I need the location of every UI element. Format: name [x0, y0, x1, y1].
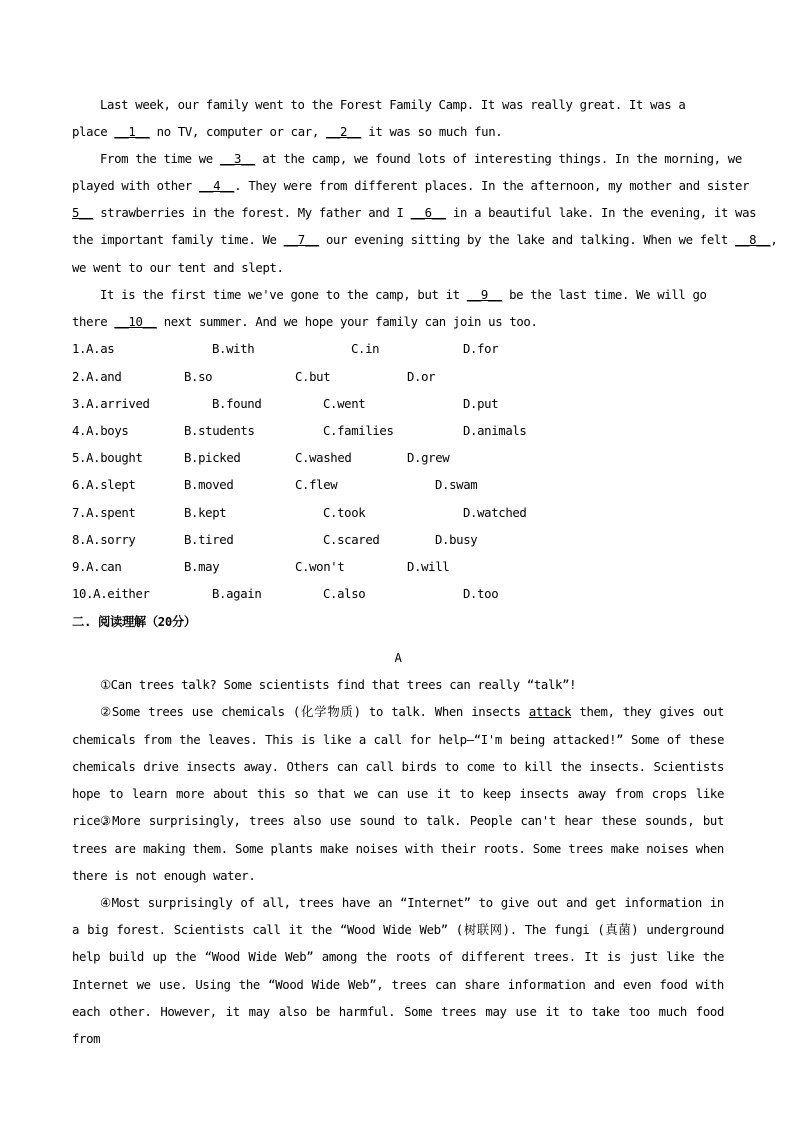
- option-a: 6.A.slept: [72, 478, 136, 492]
- reading-text: ②Some trees use chemicals (化学物质) to talk. When insects: [100, 705, 529, 719]
- option-row-7: [72, 500, 724, 527]
- blank-6: __6__: [410, 206, 446, 220]
- blank-1: __1__: [114, 125, 150, 139]
- blank-2: __2__: [325, 125, 362, 139]
- reading-line-8: [72, 863, 724, 890]
- option-row-4: [72, 418, 724, 445]
- cloze-line-2: [72, 119, 724, 146]
- cloze-text: the important family time. We: [72, 233, 284, 247]
- option-row-9: [72, 554, 724, 581]
- option-b: B.tired: [184, 533, 234, 547]
- option-d: D.or: [407, 370, 436, 384]
- option-d: D.swam: [435, 478, 478, 492]
- reading-line-4: [72, 754, 724, 781]
- reading-line-7: [72, 836, 724, 863]
- option-a: 10.A.either: [72, 587, 150, 601]
- cloze-text: it was so much fun.: [361, 125, 503, 139]
- cloze-line-9: [72, 309, 724, 336]
- option-d: D.for: [463, 342, 499, 356]
- reading-line-6: [100, 808, 724, 835]
- option-b: B.students: [184, 424, 255, 438]
- option-c: C.families: [323, 424, 394, 438]
- option-b: B.again: [212, 587, 262, 601]
- reading-text: ①Can trees talk? Some scientists find that trees can really “talk”!: [100, 678, 577, 692]
- blank-4: __4__: [198, 179, 235, 193]
- option-a: 1.A.as: [72, 342, 115, 356]
- reading-line-10: [72, 917, 724, 944]
- option-a: 4.A.boys: [72, 424, 129, 438]
- option-d: D.grew: [407, 451, 450, 465]
- cloze-text: at the camp, we found lots of interesting things. In the morning, we: [255, 152, 742, 166]
- cloze-line-1: [100, 92, 724, 119]
- cloze-line-6: [72, 227, 778, 254]
- cloze-text: place: [72, 125, 115, 139]
- option-row-2: [72, 364, 724, 391]
- blank-7: __7__: [283, 233, 319, 247]
- reading-text: Internet we use. Using the “Wood Wide Web”, trees can share information and even food with: [72, 978, 724, 992]
- option-c: C.also: [323, 587, 366, 601]
- reading-text: hope to learn more about this so that we can use it to keep insects away from crops like rice.: [72, 787, 724, 828]
- reading-line-9: [100, 890, 724, 917]
- option-a: 3.A.arrived: [72, 397, 150, 411]
- blank-9: __9__: [466, 288, 503, 302]
- option-d: D.put: [463, 397, 499, 411]
- option-a: 8.A.sorry: [72, 533, 136, 547]
- cloze-text: played with other: [72, 179, 199, 193]
- blank-3: __3__: [219, 152, 256, 166]
- option-a: 2.A.and: [72, 370, 122, 384]
- cloze-line-8: [100, 282, 724, 309]
- reading-text: chemicals from the leaves. This is like a call for help—“I'm being attacked!” Some of these: [72, 733, 724, 747]
- option-d: D.busy: [435, 533, 478, 547]
- option-b: B.picked: [184, 451, 241, 465]
- option-b: B.with: [212, 342, 255, 356]
- cloze-text: we went to our tent and slept.: [72, 261, 284, 275]
- option-b: B.so: [184, 370, 213, 384]
- option-b: B.found: [212, 397, 262, 411]
- reading-text: ④Most surprisingly of all, trees have an “Internet” to give out and get information in: [100, 896, 724, 910]
- cloze-text: be the last time. We will go: [502, 288, 707, 302]
- option-d: D.will: [407, 560, 450, 574]
- option-row-5: [72, 445, 724, 472]
- option-b: B.moved: [184, 478, 234, 492]
- reading-line-13: [72, 999, 724, 1046]
- option-d: D.animals: [463, 424, 527, 438]
- option-c: C.in: [351, 342, 380, 356]
- option-row-6: [72, 472, 724, 499]
- option-row-8: [72, 527, 724, 554]
- blank-8: __8__: [735, 233, 771, 247]
- option-row-1: [72, 336, 724, 363]
- option-a: 5.A.bought: [72, 451, 143, 465]
- cloze-text: no TV, computer or car,: [149, 125, 326, 139]
- cloze-text: It is the first time we've gone to the camp, but it: [100, 288, 467, 302]
- reading-text: trees are making them. Some plants make noises with their roots. Some trees make noises when: [72, 842, 724, 856]
- cloze-text: . They were from different places. In the afternoon, my mother and sister: [234, 179, 750, 193]
- cloze-line-7: [72, 255, 724, 282]
- reading-text: ③More surprisingly, trees also use sound to talk. People can't hear these sounds, but: [100, 814, 724, 828]
- reading-line-1: [100, 672, 724, 699]
- reading-text: chemicals drive insects away. Others can call birds to come to kill the insects. Scientists: [72, 760, 724, 774]
- cloze-text: From the time we: [100, 152, 220, 166]
- option-c: C.won't: [295, 560, 345, 574]
- reading-text: there is not enough water.: [72, 869, 256, 883]
- option-c: C.washed: [295, 451, 352, 465]
- option-c: C.went: [323, 397, 366, 411]
- option-a: 7.A.spent: [72, 506, 136, 520]
- option-c: C.took: [323, 506, 366, 520]
- option-b: B.may: [184, 560, 220, 574]
- option-row-10: [72, 581, 724, 608]
- option-a: 9.A.can: [72, 560, 122, 574]
- blank-10: __10__: [114, 315, 157, 329]
- cloze-line-4: [72, 173, 750, 200]
- cloze-text: strawberries in the forest. My father and I: [93, 206, 411, 220]
- cloze-text: Last week, our family went to the Forest Family Camp. It was really great. It was a: [100, 98, 686, 112]
- reading-text: them, they gives out: [571, 705, 724, 719]
- option-c: C.flew: [295, 478, 338, 492]
- option-b: B.kept: [184, 506, 227, 520]
- option-row-3: [72, 391, 724, 418]
- underlined-word-attack: attack: [528, 705, 572, 719]
- cloze-text: there: [72, 315, 115, 329]
- option-d: D.watched: [463, 506, 527, 520]
- cloze-line-3: [100, 146, 742, 173]
- reading-line-3: [72, 727, 724, 754]
- option-d: D.too: [463, 587, 499, 601]
- reading-text: help build up the “Wood Wide Web” among the roots of different trees. It is just like the: [72, 950, 724, 964]
- option-c: C.scared: [323, 533, 380, 547]
- reading-text: a big forest. Scientists call it the “Wood Wide Web” (树联网). The fungi (真菌) underground: [72, 923, 724, 937]
- cloze-text: in a beautiful lake. In the evening, it was: [445, 206, 757, 220]
- section-heading: 二. 阅读理解（20分）: [72, 615, 196, 629]
- passage-label: A: [394, 651, 402, 665]
- cloze-line-5: [72, 200, 757, 227]
- reading-text: each other. However, it may also be harmful. Some trees may use it to take too much food from: [72, 1005, 724, 1046]
- reading-line-11: [72, 944, 724, 971]
- blank-5: 5__: [72, 206, 94, 220]
- reading-line-2: [100, 699, 724, 726]
- option-c: C.but: [295, 370, 331, 384]
- reading-line-12: [72, 972, 724, 999]
- cloze-text: our evening sitting by the lake and talking. When we felt: [318, 233, 736, 247]
- cloze-text: next summer. And we hope your family can join us too.: [156, 315, 538, 329]
- cloze-text: ,: [770, 233, 778, 247]
